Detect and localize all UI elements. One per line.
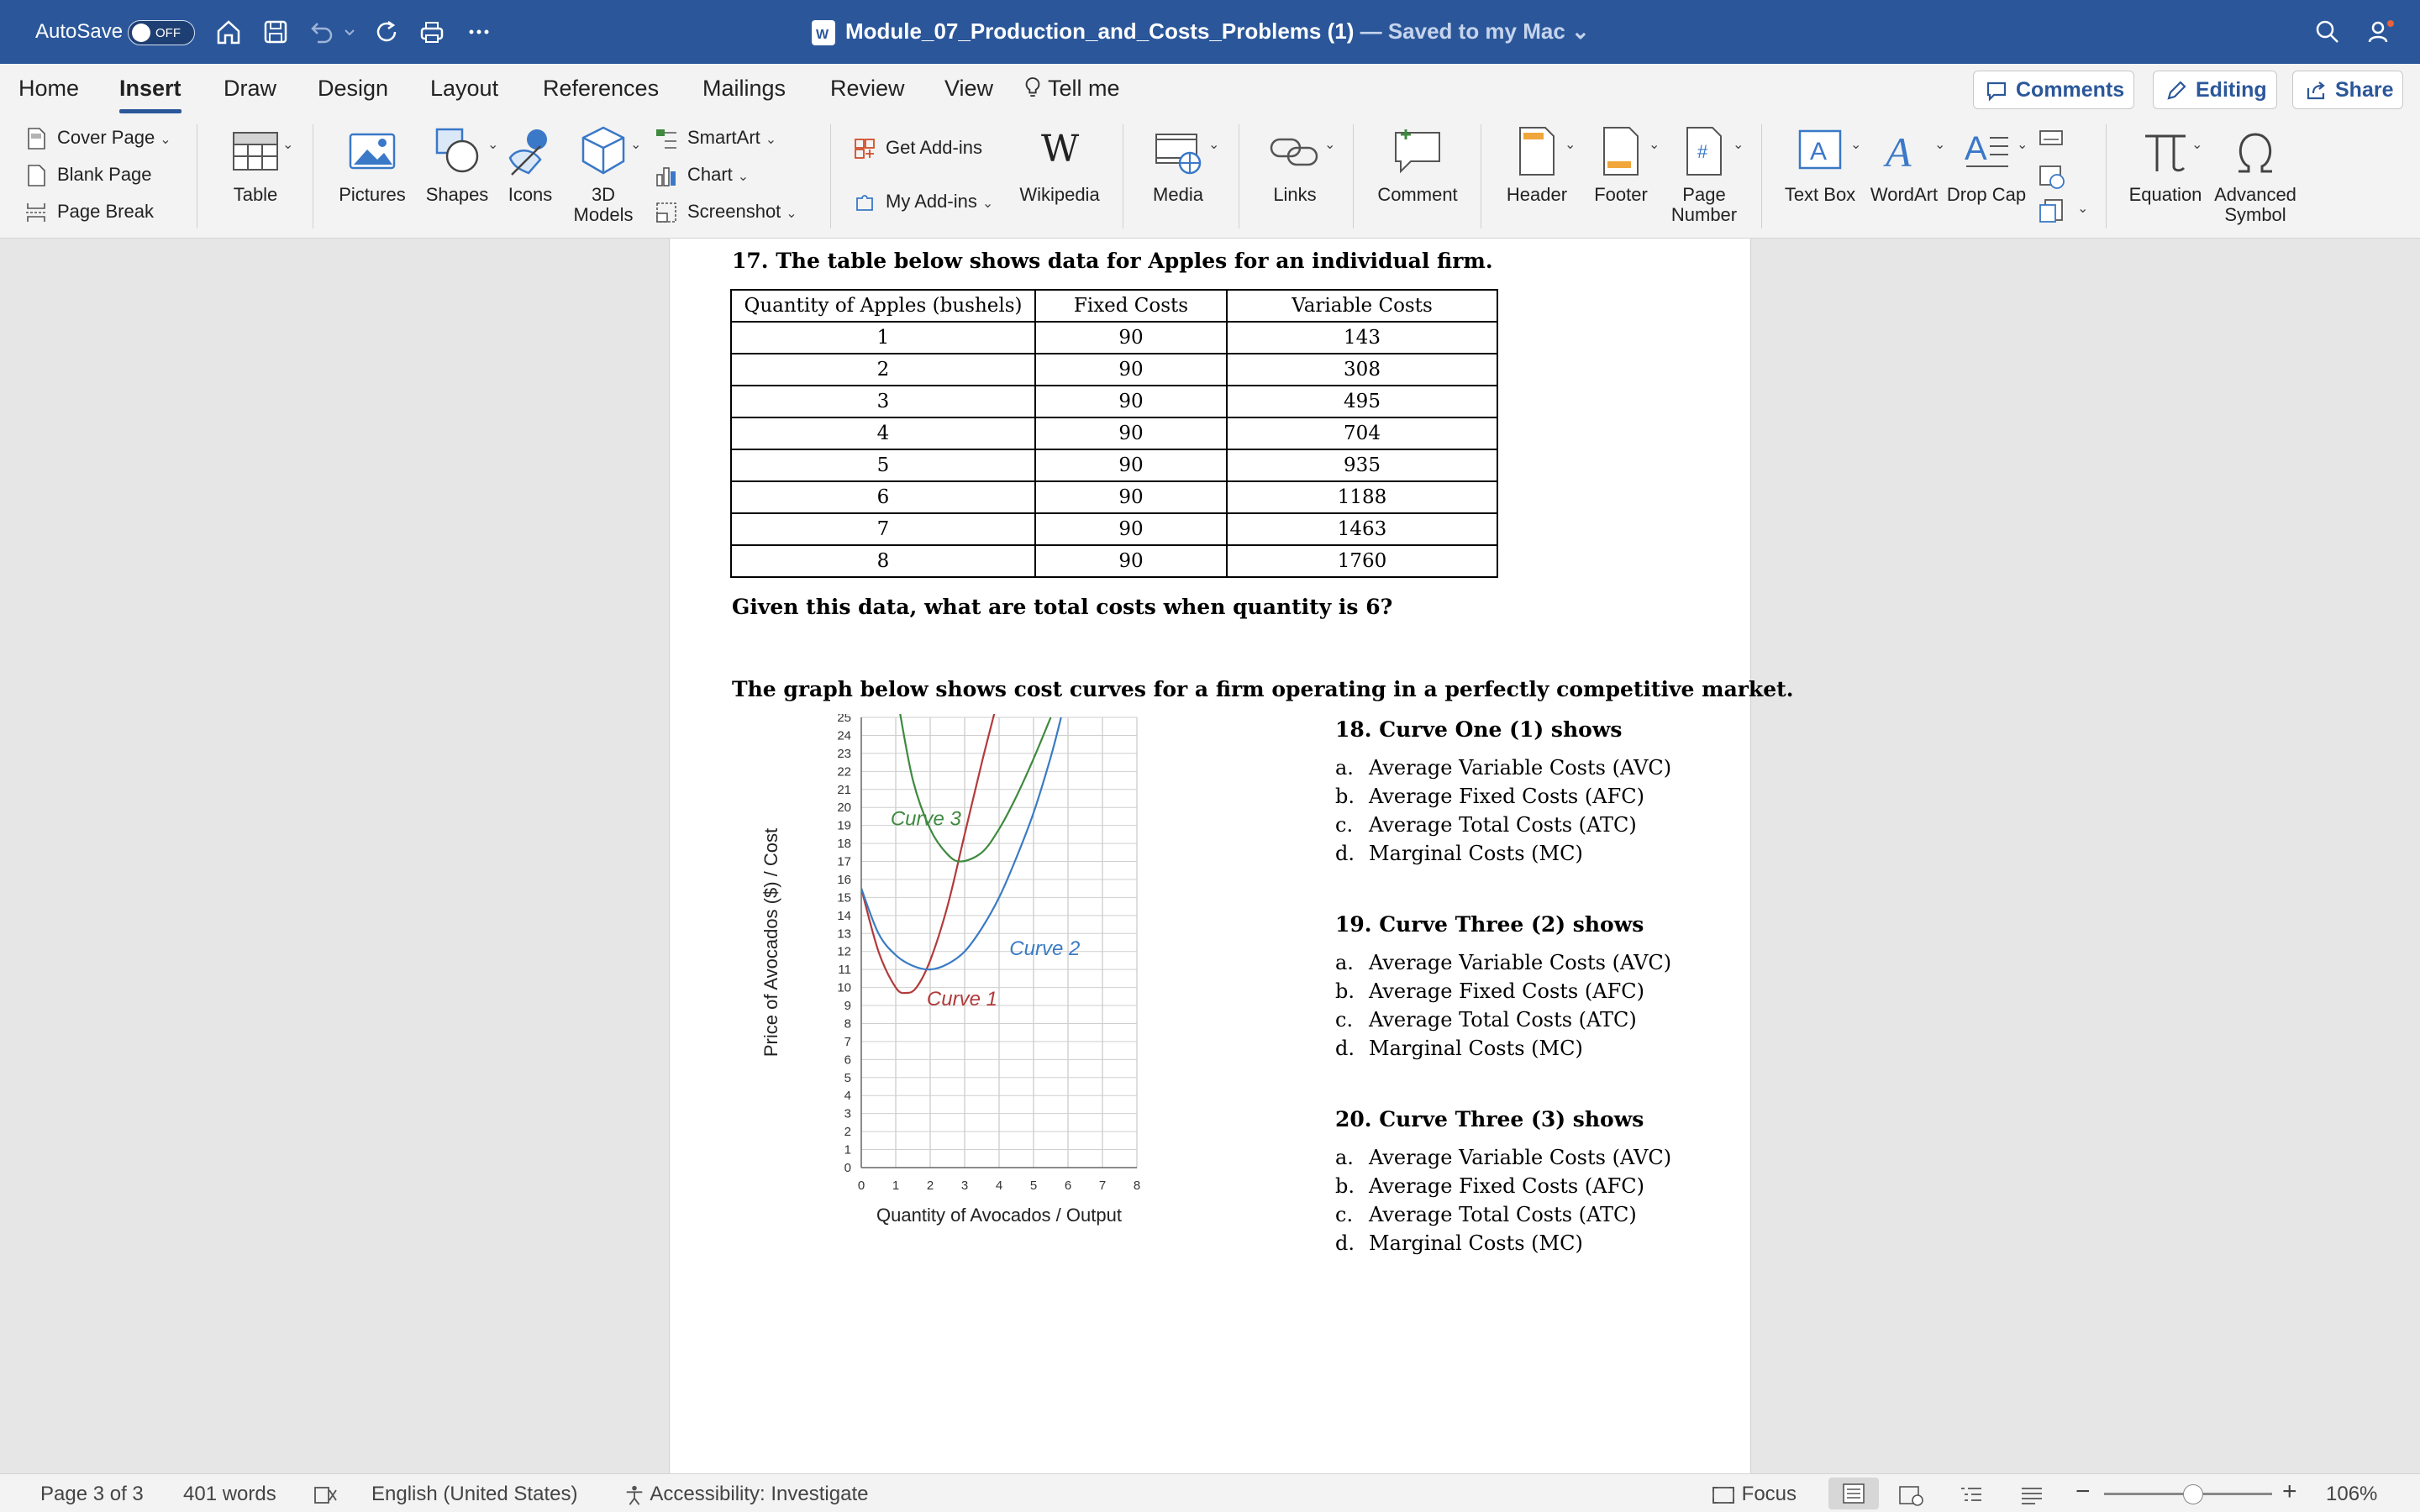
table-button[interactable] [220,123,294,205]
y-tick-label: 7 [844,1034,851,1049]
answer-option [1335,1229,1671,1257]
y-tick-label: 18 [837,837,851,852]
option-text: Average Fixed Costs (AFC) [1369,785,1644,808]
screenshot-label: Screenshot [687,201,781,222]
page-number-label: Page Number [1670,184,1738,225]
option-text: Average Total Costs (ATC) [1369,813,1637,837]
chevron-down-icon: ⌄ [160,133,171,147]
question-17-prompt: Given this data, what are total costs when quantity is 6? [732,595,1393,619]
zoom-slider[interactable] [2104,1493,2272,1495]
media-icon [1151,123,1205,180]
y-tick-label: 14 [837,908,851,923]
table-cell: 2 [731,354,1035,386]
table-cell: 90 [1035,354,1227,386]
chevron-down-icon[interactable]: ⌄ [1733,138,1744,152]
ribbon-divider [2106,124,2107,228]
tab-review[interactable]: Review [830,76,905,101]
new-comment-icon [1391,123,1444,180]
page-number-icon [1677,123,1731,180]
footer-label: Footer [1594,184,1648,205]
comments-label: Comments [2016,78,2125,102]
y-tick-label: 8 [844,1016,851,1032]
autosave-state: OFF [155,26,181,40]
answer-option [1335,948,1671,977]
option-text: Average Fixed Costs (AFC) [1369,979,1644,1003]
lightbulb-icon [1023,76,1042,99]
table-cell: 90 [1035,417,1227,449]
blank-page-button[interactable] [24,161,152,190]
table-row [731,386,1497,417]
wikipedia-icon [1033,123,1086,180]
x-tick-label: 0 [857,1179,865,1193]
y-tick-label: 10 [837,980,851,995]
answer-option [1335,1172,1671,1200]
table-cell: 1188 [1227,481,1497,513]
pictures-icon [345,123,399,180]
option-letter: b. [1335,785,1355,808]
y-tick-label: 19 [837,818,851,833]
wordart-icon [1877,123,1931,180]
apple-costs-table [730,289,1498,578]
undo-icon[interactable] [306,17,336,47]
undo-dropdown-icon[interactable] [343,17,356,47]
table-cell: 1760 [1227,545,1497,577]
chevron-down-icon[interactable]: ⌄ [630,138,642,152]
signature-line-icon[interactable] [2037,126,2067,151]
share-label: Share [2335,78,2394,102]
tab-design[interactable]: Design [318,76,389,101]
answer-option [1335,839,1671,868]
advanced-symbol-button[interactable] [2208,123,2302,225]
table-cell: 90 [1035,449,1227,481]
table-cell: 6 [731,481,1035,513]
focus-label: Focus [1741,1483,1797,1505]
comments-button[interactable] [1973,71,2134,109]
blank-page-icon [24,163,49,188]
shapes-label: Shapes [425,184,489,205]
accessibility-icon [623,1484,645,1506]
word-doc-icon [812,20,835,45]
y-tick-label: 13 [837,927,851,942]
option-letter: c. [1335,1203,1354,1226]
chevron-down-icon: ⌄ [765,133,777,147]
y-tick-label: 21 [837,782,851,797]
equation-label: Equation [2128,184,2202,205]
focus-icon [1711,1484,1736,1506]
option-text: Average Variable Costs (AVC) [1369,1146,1672,1169]
get-addins-button[interactable] [852,134,982,163]
x-tick-label: 5 [1029,1179,1038,1193]
question-title: 20. Curve Three (3) shows [1335,1107,1644,1131]
option-letter: d. [1335,1231,1355,1255]
question-19 [1335,912,1671,1063]
answer-option [1335,1005,1671,1034]
share-people-icon[interactable] [2366,17,2396,47]
ribbon-divider [1761,124,1762,228]
chevron-down-icon[interactable]: ⌄ [1565,138,1576,152]
y-axis-label: Price of Avocados ($) / Cost [760,827,781,1058]
y-tick-label: 22 [837,764,851,780]
pictures-label: Pictures [339,184,406,205]
option-letter: a. [1335,756,1354,780]
link-icon [1268,123,1322,180]
tab-references[interactable]: References [543,76,660,101]
table-cell: 90 [1035,322,1227,354]
table-row [731,449,1497,481]
answer-option [1335,782,1671,811]
advanced-symbol-label: Advanced Symbol [2214,184,2296,225]
y-tick-label: 2 [844,1125,851,1140]
y-tick-label: 9 [844,999,851,1014]
zoom-out-icon[interactable]: − [2075,1478,2091,1505]
ribbon-divider [830,124,831,228]
draft-view-icon[interactable] [2018,1483,2045,1507]
table-label: Table [233,184,278,205]
comment-label: Comment [1377,184,1458,205]
table-row [731,481,1497,513]
table-row [731,513,1497,545]
x-tick-label: 8 [1133,1179,1141,1193]
table-cell: 5 [731,449,1035,481]
cover-page-button[interactable] [24,124,171,153]
svg-text:W: W [1041,128,1080,171]
screenshot-icon [654,200,679,225]
word-count[interactable]: 401 words [183,1483,276,1505]
curve-3-label: Curve 3 [890,807,961,831]
web-layout-icon[interactable] [1897,1483,1924,1507]
y-tick-label: 5 [844,1070,851,1085]
date-time-icon[interactable] [2037,161,2067,190]
pi-icon [2139,123,2192,180]
my-addins-button[interactable] [852,188,993,217]
smartart-icon [654,126,679,151]
option-letter: d. [1335,1037,1355,1060]
table-cell: 308 [1227,354,1497,386]
option-letter: a. [1335,951,1354,974]
tab-view[interactable]: View [944,76,994,101]
tab-home[interactable]: Home [18,76,80,101]
share-button[interactable] [2292,71,2403,109]
table-row [731,545,1497,577]
insert-ribbon [0,114,2420,239]
option-letter: d. [1335,842,1355,865]
cover-page-label: Cover Page [57,127,155,148]
drop-cap-button[interactable] [1946,123,2027,205]
y-tick-label: 20 [837,801,851,816]
language[interactable]: English (United States) [371,1483,578,1505]
table-cell: 143 [1227,322,1497,354]
document-name: Module_07_Production_and_Costs_Problems (1) [845,18,1355,44]
option-text: Average Fixed Costs (AFC) [1369,1174,1644,1198]
chevron-down-icon[interactable]: ⌄ [487,138,499,152]
x-tick-label: 7 [1098,1179,1107,1193]
y-tick-label: 25 [837,714,851,725]
document-title[interactable] [845,18,1590,45]
zoom-level[interactable]: 106% [2326,1483,2378,1505]
table-icon [229,123,282,180]
column-header: Quantity of Apples (bushels) [731,290,1035,322]
tab-insert-label: Insert [119,76,182,101]
save-icon[interactable] [260,17,291,47]
wikipedia-button[interactable] [1013,123,1106,205]
chevron-down-icon[interactable]: ⌄ [2017,138,2028,152]
table-cell: 7 [731,513,1035,545]
accessibility-status[interactable] [623,1483,868,1506]
page-count[interactable]: Page 3 of 3 [40,1483,144,1505]
puzzle-icon [852,190,877,215]
media-label: Media [1153,184,1203,205]
comment-button[interactable] [1371,123,1464,205]
curve-2-label: Curve 2 [1009,937,1081,961]
chevron-down-icon: ⌄ [737,170,750,184]
svg-text:A: A [1886,129,1912,176]
table-cell: 704 [1227,417,1497,449]
y-tick-label: 24 [837,728,851,743]
status-bar [0,1473,2420,1512]
equation-button[interactable] [2123,123,2208,205]
table-row [731,417,1497,449]
table-cell: 495 [1227,386,1497,417]
media-button[interactable] [1136,123,1220,205]
drop-cap-icon [1960,123,2013,180]
question-17-heading: 17. The table below shows data for Apples for an individual firm. [732,249,1493,273]
table-cell: 90 [1035,513,1227,545]
cover-page-icon [24,126,49,151]
ribbon-divider [1353,124,1354,228]
table-cell: 90 [1035,481,1227,513]
editing-button[interactable] [2153,71,2277,109]
save-status: — Saved to my Mac [1360,18,1565,44]
pictures-button[interactable] [334,123,410,205]
option-text: Average Variable Costs (AVC) [1369,756,1672,780]
icons-icon [503,123,557,180]
svg-text:#: # [1697,141,1708,162]
chevron-down-icon: ⌄ [786,207,797,221]
option-text: Average Total Costs (ATC) [1369,1008,1637,1032]
table-row [731,322,1497,354]
smartart-label: SmartArt [687,127,760,148]
store-icon [852,136,877,161]
option-text: Average Total Costs (ATC) [1369,1203,1637,1226]
3d-models-label: 3D Models [573,184,634,225]
proofing-icon[interactable] [313,1483,339,1507]
option-letter: b. [1335,1174,1355,1198]
question-20 [1335,1107,1671,1257]
accessibility-label: Accessibility: Investigate [650,1483,869,1505]
header-icon [1510,123,1564,180]
wordart-button[interactable] [1864,123,1944,205]
option-text: Average Variable Costs (AVC) [1369,951,1672,974]
icons-label: Icons [508,184,553,205]
chart-icon [654,163,679,188]
autosave-knob [132,24,150,42]
3d-models-button[interactable] [568,123,642,225]
chevron-down-icon[interactable]: ⌄ [1850,138,1862,152]
chevron-down-icon: ⌄ [981,197,994,211]
y-tick-label: 4 [844,1089,851,1104]
answer-option [1335,1200,1671,1229]
text-box-button[interactable] [1776,123,1864,205]
table-cell: 935 [1227,449,1497,481]
y-tick-label: 11 [838,963,851,978]
drop-cap-label: Drop Cap [1946,184,2027,205]
table-cell: 90 [1035,386,1227,417]
zoom-slider-knob[interactable] [2183,1484,2203,1504]
table-cell: 1463 [1227,513,1497,545]
y-tick-label: 3 [844,1106,851,1121]
answer-option [1335,811,1671,839]
y-tick-label: 16 [837,872,851,887]
x-tick-label: 3 [960,1179,969,1193]
title-bar [0,0,2420,64]
links-label: Links [1273,184,1317,205]
table-header-row [731,290,1497,322]
chevron-down-icon[interactable]: ⌄ [282,138,294,152]
cost-curves-chart [730,714,1150,1243]
question-18 [1335,717,1671,868]
answer-option [1335,1034,1671,1063]
answer-option [1335,977,1671,1005]
option-text: Marginal Costs (MC) [1369,842,1583,865]
table-cell: 90 [1035,545,1227,577]
share-icon [2305,80,2327,102]
chevron-down-icon[interactable]: ⌄ [1324,138,1336,152]
table-cell: 8 [731,545,1035,577]
editing-label: Editing [2196,78,2267,102]
answer-option [1335,753,1671,782]
tell-me[interactable] [1023,76,1120,102]
cube-icon [576,123,630,180]
print-layout-icon [1828,1478,1879,1509]
wikipedia-label: Wikipedia [1019,184,1100,205]
y-tick-label: 12 [837,944,851,959]
tab-draw[interactable]: Draw [224,76,277,101]
svg-text:W: W [816,28,829,42]
footer-icon [1594,123,1648,180]
x-tick-label: 6 [1064,1179,1072,1193]
header-label: Header [1506,184,1568,205]
print-layout-view-button[interactable] [1828,1478,1879,1509]
option-letter: a. [1335,1146,1354,1169]
chevron-down-icon[interactable]: ⌄ [1934,138,1946,152]
x-axis-label: Quantity of Avocados / Output [876,1205,1122,1226]
redo-icon[interactable] [371,17,402,47]
footer-button[interactable] [1583,123,1659,205]
option-letter: b. [1335,979,1355,1003]
print-icon[interactable] [417,17,447,47]
curve-1-label: Curve 1 [926,988,997,1011]
focus-button[interactable] [1711,1483,1797,1506]
tab-mailings[interactable]: Mailings [702,76,786,101]
my-addins-label: My Add-ins [886,191,977,212]
chart-label: Chart [687,164,733,185]
y-tick-label: 6 [844,1053,851,1068]
search-icon[interactable] [2312,17,2343,47]
wordart-label: WordArt [1870,184,1939,205]
document-canvas[interactable] [0,239,2420,1473]
chevron-down-icon[interactable]: ⌄ [2191,138,2203,152]
option-letter: c. [1335,1008,1354,1032]
more-icon[interactable] [464,17,494,47]
page-break-label: Page Break [57,201,154,222]
header-button[interactable] [1499,123,1575,205]
tab-layout[interactable]: Layout [430,76,499,101]
smartart-button[interactable] [654,124,776,153]
answer-option [1335,1143,1671,1172]
column-header: Variable Costs [1227,290,1497,322]
omega-icon [2228,123,2282,180]
question-title: 19. Curve Three (2) shows [1335,912,1644,937]
x-tick-label: 1 [892,1179,900,1193]
option-letter: c. [1335,813,1354,837]
comment-icon [1986,80,2007,102]
links-button[interactable] [1255,123,1334,205]
y-tick-label: 1 [844,1142,851,1158]
graph-intro: The graph below shows cost curves for a firm operating in a perfectly competitive market. [732,677,1794,701]
icons-button[interactable] [501,123,560,205]
get-addins-label: Get Add-ins [886,137,982,158]
shapes-button[interactable] [420,123,494,205]
outline-view-icon[interactable] [1958,1483,1985,1507]
page-break-icon [24,200,49,225]
table-cell: 4 [731,417,1035,449]
y-tick-label: 15 [837,890,851,906]
chevron-down-icon[interactable]: ⌄ [2077,202,2089,216]
tab-insert[interactable] [119,76,182,102]
svg-text:A: A [1965,130,1987,167]
chart-button[interactable] [654,161,749,190]
svg-text:A: A [1810,138,1828,165]
object-icon[interactable] [2037,197,2067,225]
table-cell: 3 [731,386,1035,417]
home-icon[interactable] [213,17,244,47]
autosave-label: AutoSave [35,20,124,43]
text-box-label: Text Box [1784,184,1856,205]
x-tick-label: 4 [995,1179,1003,1193]
pencil-icon [2165,80,2187,102]
y-tick-label: 0 [844,1161,851,1175]
active-tab-indicator [119,109,182,113]
option-text: Marginal Costs (MC) [1369,1231,1583,1255]
shapes-icon [430,123,484,180]
table-cell: 1 [731,322,1035,354]
y-tick-label: 17 [837,854,851,869]
autosave-toggle[interactable] [128,20,195,45]
blank-page-label: Blank Page [57,164,152,185]
chevron-down-icon[interactable]: ⌄ [1208,138,1220,152]
page-break-button[interactable] [24,198,154,227]
document-page[interactable] [669,239,1794,1473]
table-row [731,354,1497,386]
text-box-icon [1793,123,1847,180]
x-tick-label: 2 [926,1179,934,1193]
column-header: Fixed Costs [1035,290,1227,322]
question-title: 18. Curve One (1) shows [1335,717,1623,742]
y-tick-label: 23 [837,746,851,761]
screenshot-button[interactable] [654,198,797,227]
chevron-down-icon: ⌄ [1571,18,1590,44]
chevron-down-icon[interactable]: ⌄ [1649,138,1660,152]
zoom-in-icon[interactable]: + [2282,1478,2297,1505]
ribbon-tabs [0,64,2420,114]
option-text: Marginal Costs (MC) [1369,1037,1583,1060]
tell-me-label: Tell me [1048,76,1120,101]
